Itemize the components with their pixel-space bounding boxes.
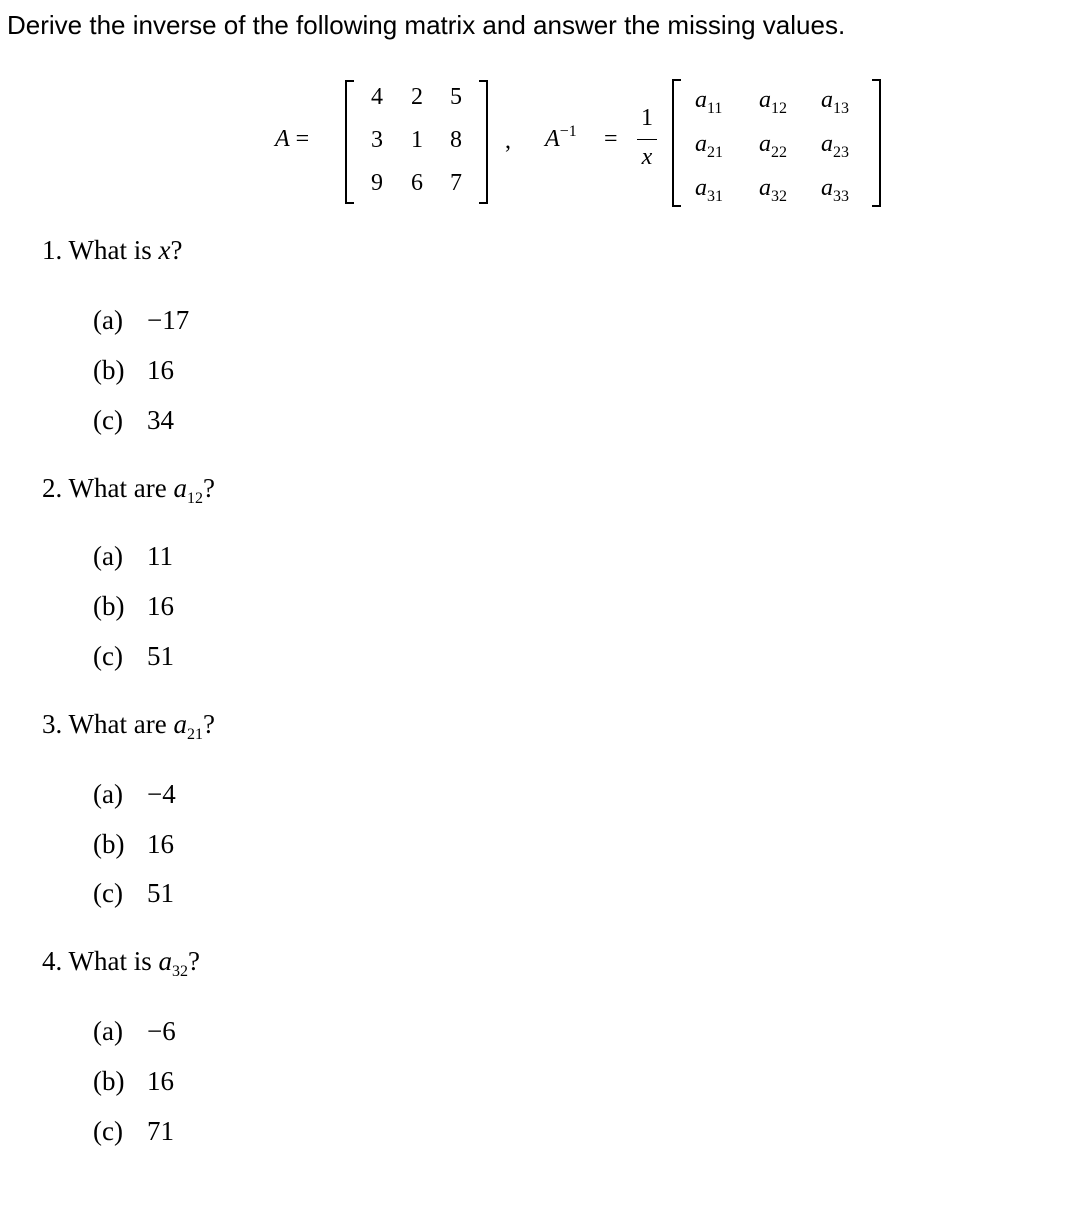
question-3-option-c[interactable]: (c) 51: [93, 878, 174, 908]
fraction-denominator: x: [641, 144, 653, 170]
matrix-a-symbol: A: [275, 126, 290, 152]
question-1-option-b[interactable]: (b) 16: [93, 355, 174, 385]
fraction-numerator: 1: [641, 105, 653, 131]
matrix-a-cell: 5: [450, 84, 462, 110]
question-4: 4. What is $a_{32}$?: [42, 946, 200, 980]
question-3: 3. What are $a_{21}$?: [42, 709, 215, 743]
question-2: 2. What are $a_{12}$?: [42, 473, 215, 507]
question-4-option-b[interactable]: (b) 16: [93, 1066, 174, 1096]
matrix-inv-cell: $a_{32}$: [759, 175, 787, 205]
matrix-inv-right-bracket: [872, 79, 881, 207]
inverse-exponent: −1: [559, 123, 577, 140]
question-1-option-c[interactable]: (c) 34: [93, 405, 174, 435]
question-2-option-c[interactable]: (c) 51: [93, 641, 174, 671]
matrix-a-right-bracket: [479, 80, 488, 204]
matrix-inv-cell: $a_{33}$: [821, 175, 849, 205]
matrix-a-cell: 1: [411, 127, 423, 153]
inverse-label: [545, 123, 577, 153]
instructions-text: Derive the inverse of the following matrix and answer the missing values.: [7, 10, 846, 40]
matrix-inv-cell: $a_{11}$: [695, 87, 723, 117]
matrix-inv-cell: $a_{22}$: [759, 131, 787, 161]
matrix-a-cell: 7: [450, 170, 462, 196]
matrix-a-cell: 9: [371, 170, 383, 196]
matrix-a-cell: 6: [411, 170, 423, 196]
question-1-option-a[interactable]: (a) −17: [93, 305, 190, 335]
equation-comma: ,: [505, 128, 511, 154]
matrix-inv-left-bracket: [672, 79, 681, 207]
matrix-inv-cell: $a_{13}$: [821, 87, 849, 117]
matrix-a-cell: 3: [371, 127, 383, 153]
fraction-bar: [637, 139, 657, 140]
question-4-option-c[interactable]: (c) 71: [93, 1116, 174, 1146]
matrix-a-cell: 4: [371, 84, 383, 110]
matrix-a-cell: 2: [411, 84, 423, 110]
inverse-equals: =: [604, 126, 618, 152]
matrix-inv-cell: $a_{12}$: [759, 87, 787, 117]
matrix-a-left-bracket: [345, 80, 354, 204]
matrix-inv-cell: $a_{31}$: [695, 175, 723, 205]
matrix-a-label: A =: [275, 126, 310, 152]
question-2-option-a[interactable]: (a) 11: [93, 541, 173, 571]
question-1: 1. What is x?: [42, 235, 183, 265]
inverse-base: A: [545, 126, 560, 152]
question-3-option-b[interactable]: (b) 16: [93, 829, 174, 859]
matrix-inv-cell: $a_{23}$: [821, 131, 849, 161]
matrix-inv-cell: $a_{21}$: [695, 131, 723, 161]
matrix-a-cell: 8: [450, 127, 462, 153]
question-2-option-b[interactable]: (b) 16: [93, 591, 174, 621]
question-3-option-a[interactable]: (a) −4: [93, 779, 176, 809]
question-4-option-a[interactable]: (a) −6: [93, 1016, 176, 1046]
